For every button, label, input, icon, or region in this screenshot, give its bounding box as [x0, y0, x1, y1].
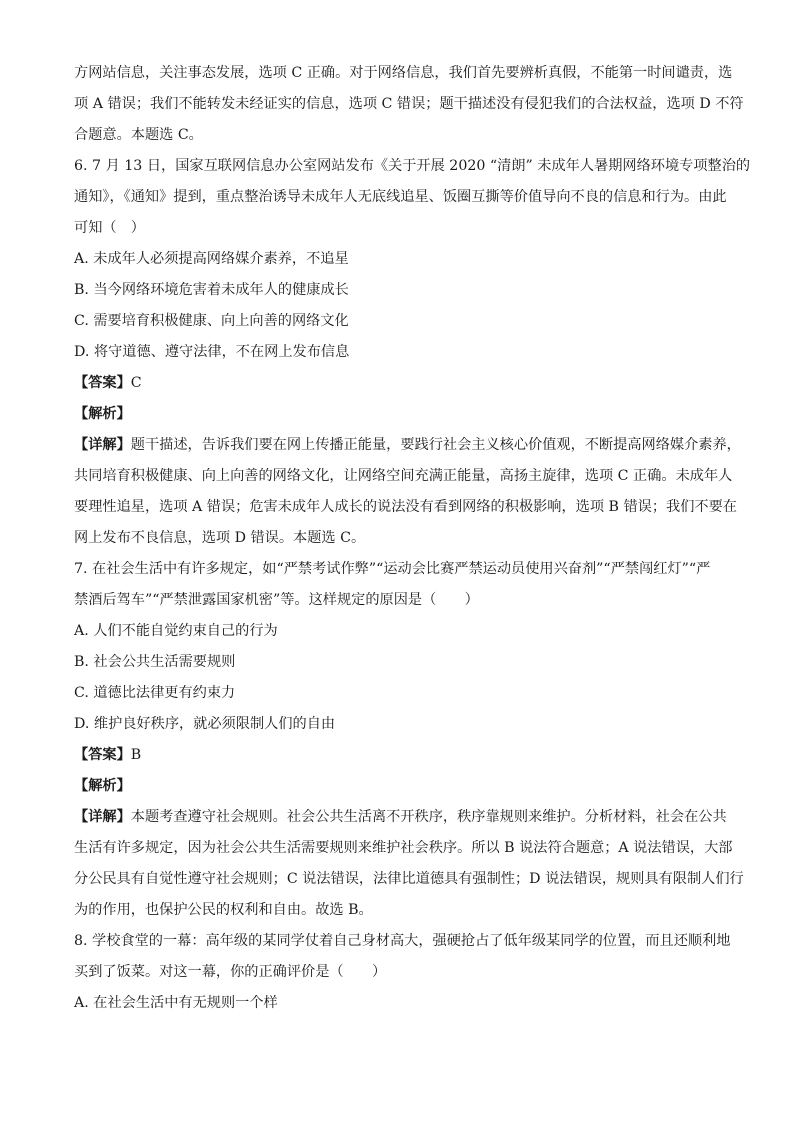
detail-line: 为的作用，也保护公民的权利和自由。故选 B。: [74, 902, 373, 918]
detail-line: [74, 430, 741, 461]
question-stem-line: 7. 在社会生活中有许多规定，如“严禁考试作弊”“运动会比赛严禁运动员使用兴奋剂”“严禁闯红灯”“严: [74, 561, 711, 577]
answer-line: [74, 740, 724, 771]
detail-text: 题干描述，告诉我们要在网上传播正能量，要践行社会主义核心价值观，不断提高网络媒介素养，: [130, 437, 741, 453]
question-stem-line: 6. 7 月 13 日，国家互联网信息办公室网站发布《关于开展 2020 “清朗” 未成年人暑期网络环境专项整治的: [74, 158, 751, 174]
answer-label: 【答案】: [74, 375, 131, 391]
question-stem-line: 通知》，《通知》提到，重点整治诱导未成年人无底线追星、饭圈互撕等价值导向不良的信息和行为。由此: [74, 189, 727, 205]
option-a: A. 在社会生活中有无规则一个样: [74, 995, 278, 1011]
option-d: D. 维护良好秩序，就必须限制人们的自由: [74, 716, 336, 732]
option-b: B. 社会公共生活需要规则: [74, 654, 236, 670]
detail-label: 【详解】: [74, 437, 131, 453]
detail-line: 分公民具有自觉性遵守社会规则；C 说法错误，法律比道德具有强制性；D 说法错误，规则具有限制人们行: [74, 871, 744, 887]
intro-line: 方网站信息，关注事态发展，选项 C 正确。对于网络信息，我们首先要辨析真假，不能第一时间谴责，选: [74, 65, 733, 81]
answer-line: [74, 368, 724, 399]
answer-value: B: [130, 747, 142, 763]
detail-line: 共同培育积极健康、向上向善的网络文化，让网络空间充满正能量，高扬主旋律，选项 C 正确。未成年人: [74, 468, 733, 484]
detail-line: 要理性追星，选项 A 错误；危害未成年人成长的说法没有看到网络的积极影响，选项 B 错误；我们不要在: [74, 499, 737, 515]
detail-label: 【详解】: [74, 809, 131, 825]
intro-line: 项 A 错误；我们不能转发未经证实的信息，选项 C 错误；题干描述没有侵犯我们的合法权益，选项 D 不符: [74, 96, 744, 112]
analysis-label: 【解析】: [74, 406, 131, 422]
detail-line: 网上发布不良信息，选项 D 错误。本题选 C。: [74, 530, 366, 546]
question-stem-line: 禁酒后驾车”“严禁泄露国家机密”等。这样规定的原因是（ ）: [74, 592, 479, 608]
answer-label: 【答案】: [74, 747, 131, 763]
intro-line: 合题意。本题选 C。: [74, 127, 203, 143]
option-c: C. 需要培育积极健康、向上向善的网络文化: [74, 313, 349, 329]
option-a: A. 人们不能自觉约束自己的行为: [74, 623, 278, 639]
document-page: [74, 58, 751, 1019]
question-stem-line: 8. 学校食堂的一幕：高年级的某同学仗着自己身材高大，强硬抢占了低年级某同学的位置，而且还顺利地: [74, 933, 731, 949]
option-b: B. 当今网络环境危害着未成年人的健康成长: [74, 282, 349, 298]
detail-text: 本题考查遵守社会规则。社会公共生活离不开秩序，秩序靠规则来维护。分析材料，社会在公共: [130, 809, 727, 825]
analysis-line: [74, 771, 724, 802]
analysis-label: 【解析】: [74, 778, 131, 794]
detail-line: [74, 802, 727, 833]
detail-line: 生活有许多规定，因为社会公共生活需要规则来维护社会秩序。所以 B 说法符合题意；A 说法错误，大部: [74, 840, 733, 856]
option-c: C. 道德比法律更有约束力: [74, 685, 236, 701]
question-stem-line: 买到了饭菜。对这一幕，你的正确评价是（ ）: [74, 964, 387, 980]
question-stem-line: 可知（ ）: [74, 220, 145, 236]
answer-value: C: [130, 375, 142, 391]
option-a: A. 未成年人必须提高网络媒介素养，不追星: [74, 251, 349, 267]
option-d: D. 将守道德、遵守法律，不在网上发布信息: [74, 344, 350, 360]
analysis-line: [74, 399, 724, 430]
